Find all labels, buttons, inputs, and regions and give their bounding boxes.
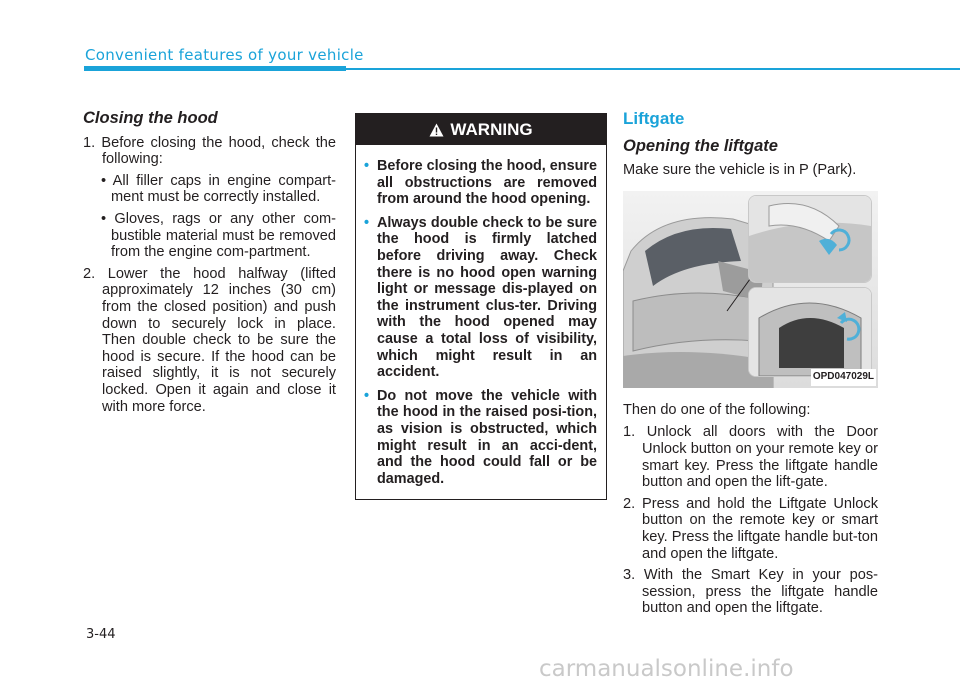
open-liftgate-inset [748, 287, 872, 377]
liftgate-step-3: 3. With the Smart Key in your pos-session, press the liftgate handle button and open the liftgate. [623, 567, 878, 617]
then-instruction: Then do one of the following: [623, 401, 811, 418]
warning-triangle-icon [429, 123, 444, 137]
warning-box [355, 113, 607, 500]
liftgate-illustration [623, 191, 878, 388]
closing-step-1: 1. Before closing the hood, check the following: [83, 134, 336, 168]
warning-label: WARNING [450, 119, 533, 139]
warning-header [356, 114, 606, 145]
liftgate-section [623, 110, 878, 622]
page-number: 3-44 [86, 627, 116, 642]
handle-button-inset [748, 195, 872, 283]
liftgate-step-1: 1. Unlock all doors with the Door Unlock button on your remote key or smart key. Press the liftgate handle button and open the lift-gate. [623, 424, 878, 491]
warning-item: • Always double check to be sure the hood is firmly latched before driving away. Check there is no hood open warning light or message dis-played on the instrument clus-ter. Driving with the hood opened may cause a total loss of visibility, which might result in an accident. [377, 215, 597, 381]
liftgate-title: Liftgate [623, 109, 685, 128]
warning-item: • Before closing the hood, ensure all obstructions are removed from around the hood opening. [377, 158, 597, 208]
header-rule-accent [84, 66, 346, 71]
closing-hood-title: Closing the hood [83, 109, 218, 127]
park-note: Make sure the vehicle is in P (Park). [623, 162, 857, 179]
header-rule [346, 68, 960, 70]
warning-item: • Do not move the vehicle with the hood in the raised posi-tion, as vision is obstructed, which might result in an acci-dent, and the hood could fall or be damaged. [377, 388, 597, 488]
header-title: Convenient features of your vehicle [85, 46, 364, 64]
warning-list [356, 145, 606, 487]
closing-bullet-2: • Gloves, rags or any other com-bustible material must be removed from the engine com-partment. [101, 210, 336, 261]
figure-code: OPD047029L [811, 369, 876, 386]
closing-step-2: 2. Lower the hood halfway (lifted approximately 12 inches (30 cm) from the closed position) and push down to securely lock in place. Then double check to be sure the hood is secure. If the hood can be raised slightly, it is not securely locked. Open it again and close it with more force. [83, 265, 336, 415]
closing-hood-section [83, 110, 336, 420]
liftgate-handle-icon [749, 196, 871, 282]
opening-liftgate-title: Opening the liftgate [623, 136, 778, 155]
closing-bullet-1: • All filler caps in engine compart-ment must be correctly installed. [101, 172, 336, 206]
watermark: carmanualsonline.info [539, 656, 794, 682]
open-liftgate-icon [749, 288, 871, 376]
liftgate-step-2: 2. Press and hold the Liftgate Unlock button on the remote key or smart key. Press the liftgate handle but-ton and open the liftgate. [623, 495, 878, 562]
